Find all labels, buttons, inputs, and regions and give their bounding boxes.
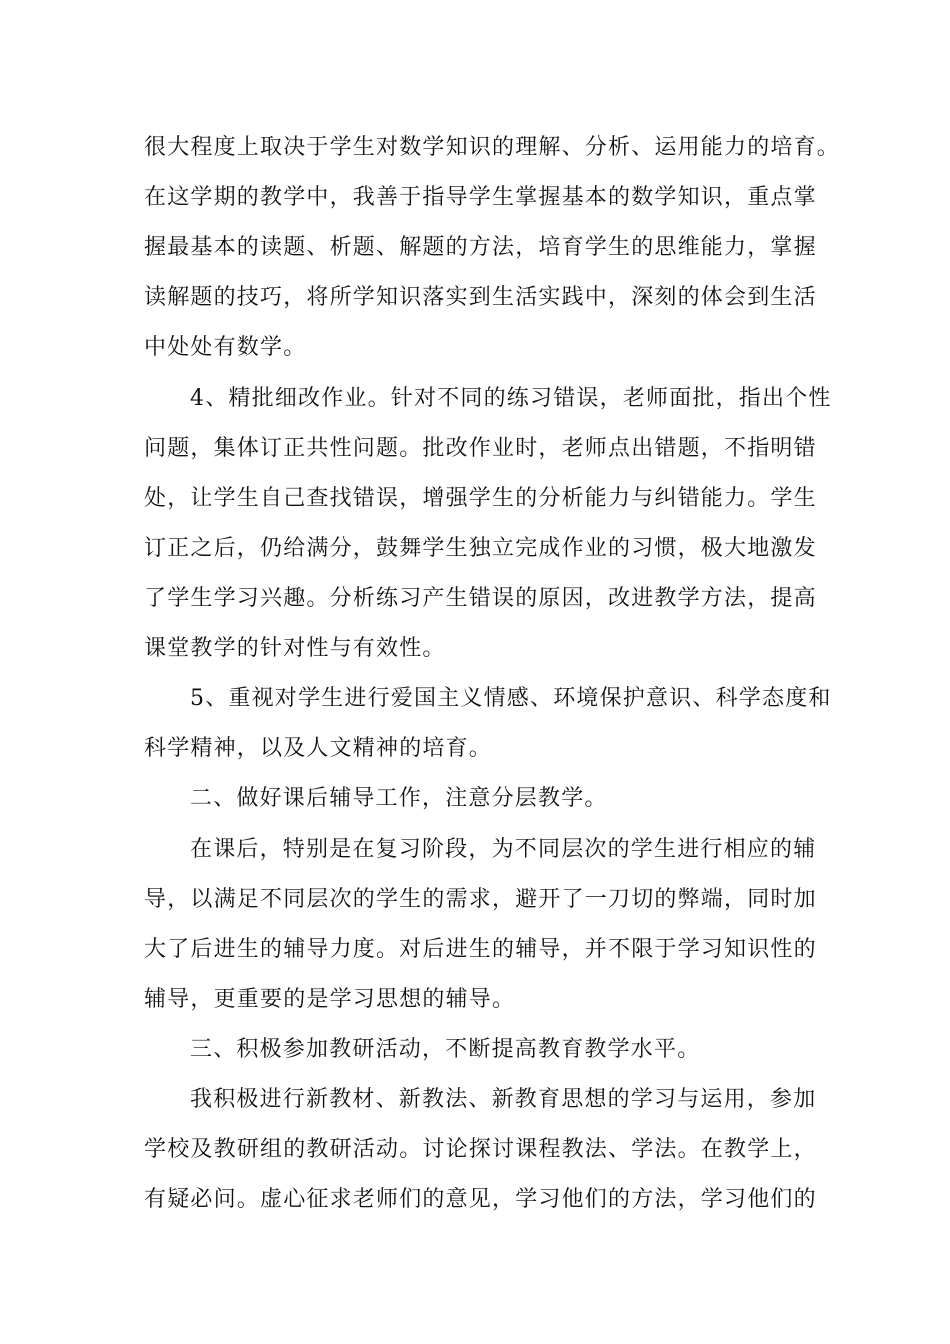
text-line: 了学生学习兴趣。分析练习产生错误的原因，改进教学方法，提高	[144, 586, 817, 611]
text-line: 辅导，更重要的是学习思想的辅导。	[144, 987, 516, 1012]
text-line: 课堂教学的针对性与有效性。	[144, 636, 446, 661]
text-line: 很大程度上取决于学生对数学知识的理解、分析、运用能力的培育。	[144, 135, 841, 160]
paragraph-5-start: 5、重视对学生进行爱国主义情感、环境保护意识、科学态度和	[190, 686, 832, 711]
text-line: 科学精神，以及人文精神的培育。	[144, 736, 493, 761]
text-line: 有疑必问。虚心征求老师们的意见，学习他们的方法，学习他们的	[144, 1187, 817, 1212]
text-line: 读解题的技巧，将所学知识落实到生活实践中，深刻的体会到生活	[144, 285, 817, 310]
text-line: 握最基本的读题、析题、解题的方法，培育学生的思维能力，掌握	[144, 235, 817, 260]
section-heading-2: 二、做好课后辅导工作，注意分层教学。	[190, 786, 608, 811]
text-line: 订正之后，仍给满分，鼓舞学生独立完成作业的习惯，极大地激发	[144, 536, 817, 561]
text-line: 导，以满足不同层次的学生的需求，避开了一刀切的弊端，同时加	[144, 887, 817, 912]
text-line: 处，让学生自己查找错误，增强学生的分析能力与纠错能力。学生	[144, 486, 817, 511]
text-line: 在这学期的教学中，我善于指导学生掌握基本的数学知识，重点掌	[144, 185, 817, 210]
section-heading-3: 三、积极参加教研活动，不断提高教育教学水平。	[190, 1037, 701, 1062]
text-line: 学校及教研组的教研活动。讨论探讨课程教法、学法。在教学上，	[144, 1137, 817, 1162]
paragraph-start: 我积极进行新教材、新教法、新教育思想的学习与运用，参加	[190, 1087, 817, 1112]
text-line: 问题，集体订正共性问题。批改作业时，老师点出错题，不指明错	[144, 436, 817, 461]
paragraph-start: 在课后，特别是在复习阶段，为不同层次的学生进行相应的辅	[190, 837, 817, 862]
paragraph-4-start: 4、精批细改作业。针对不同的练习错误，老师面批，指出个性	[190, 386, 832, 411]
text-line: 中处处有数学。	[144, 335, 307, 360]
text-line: 大了后进生的辅导力度。对后进生的辅导，并不限于学习知识性的	[144, 937, 817, 962]
